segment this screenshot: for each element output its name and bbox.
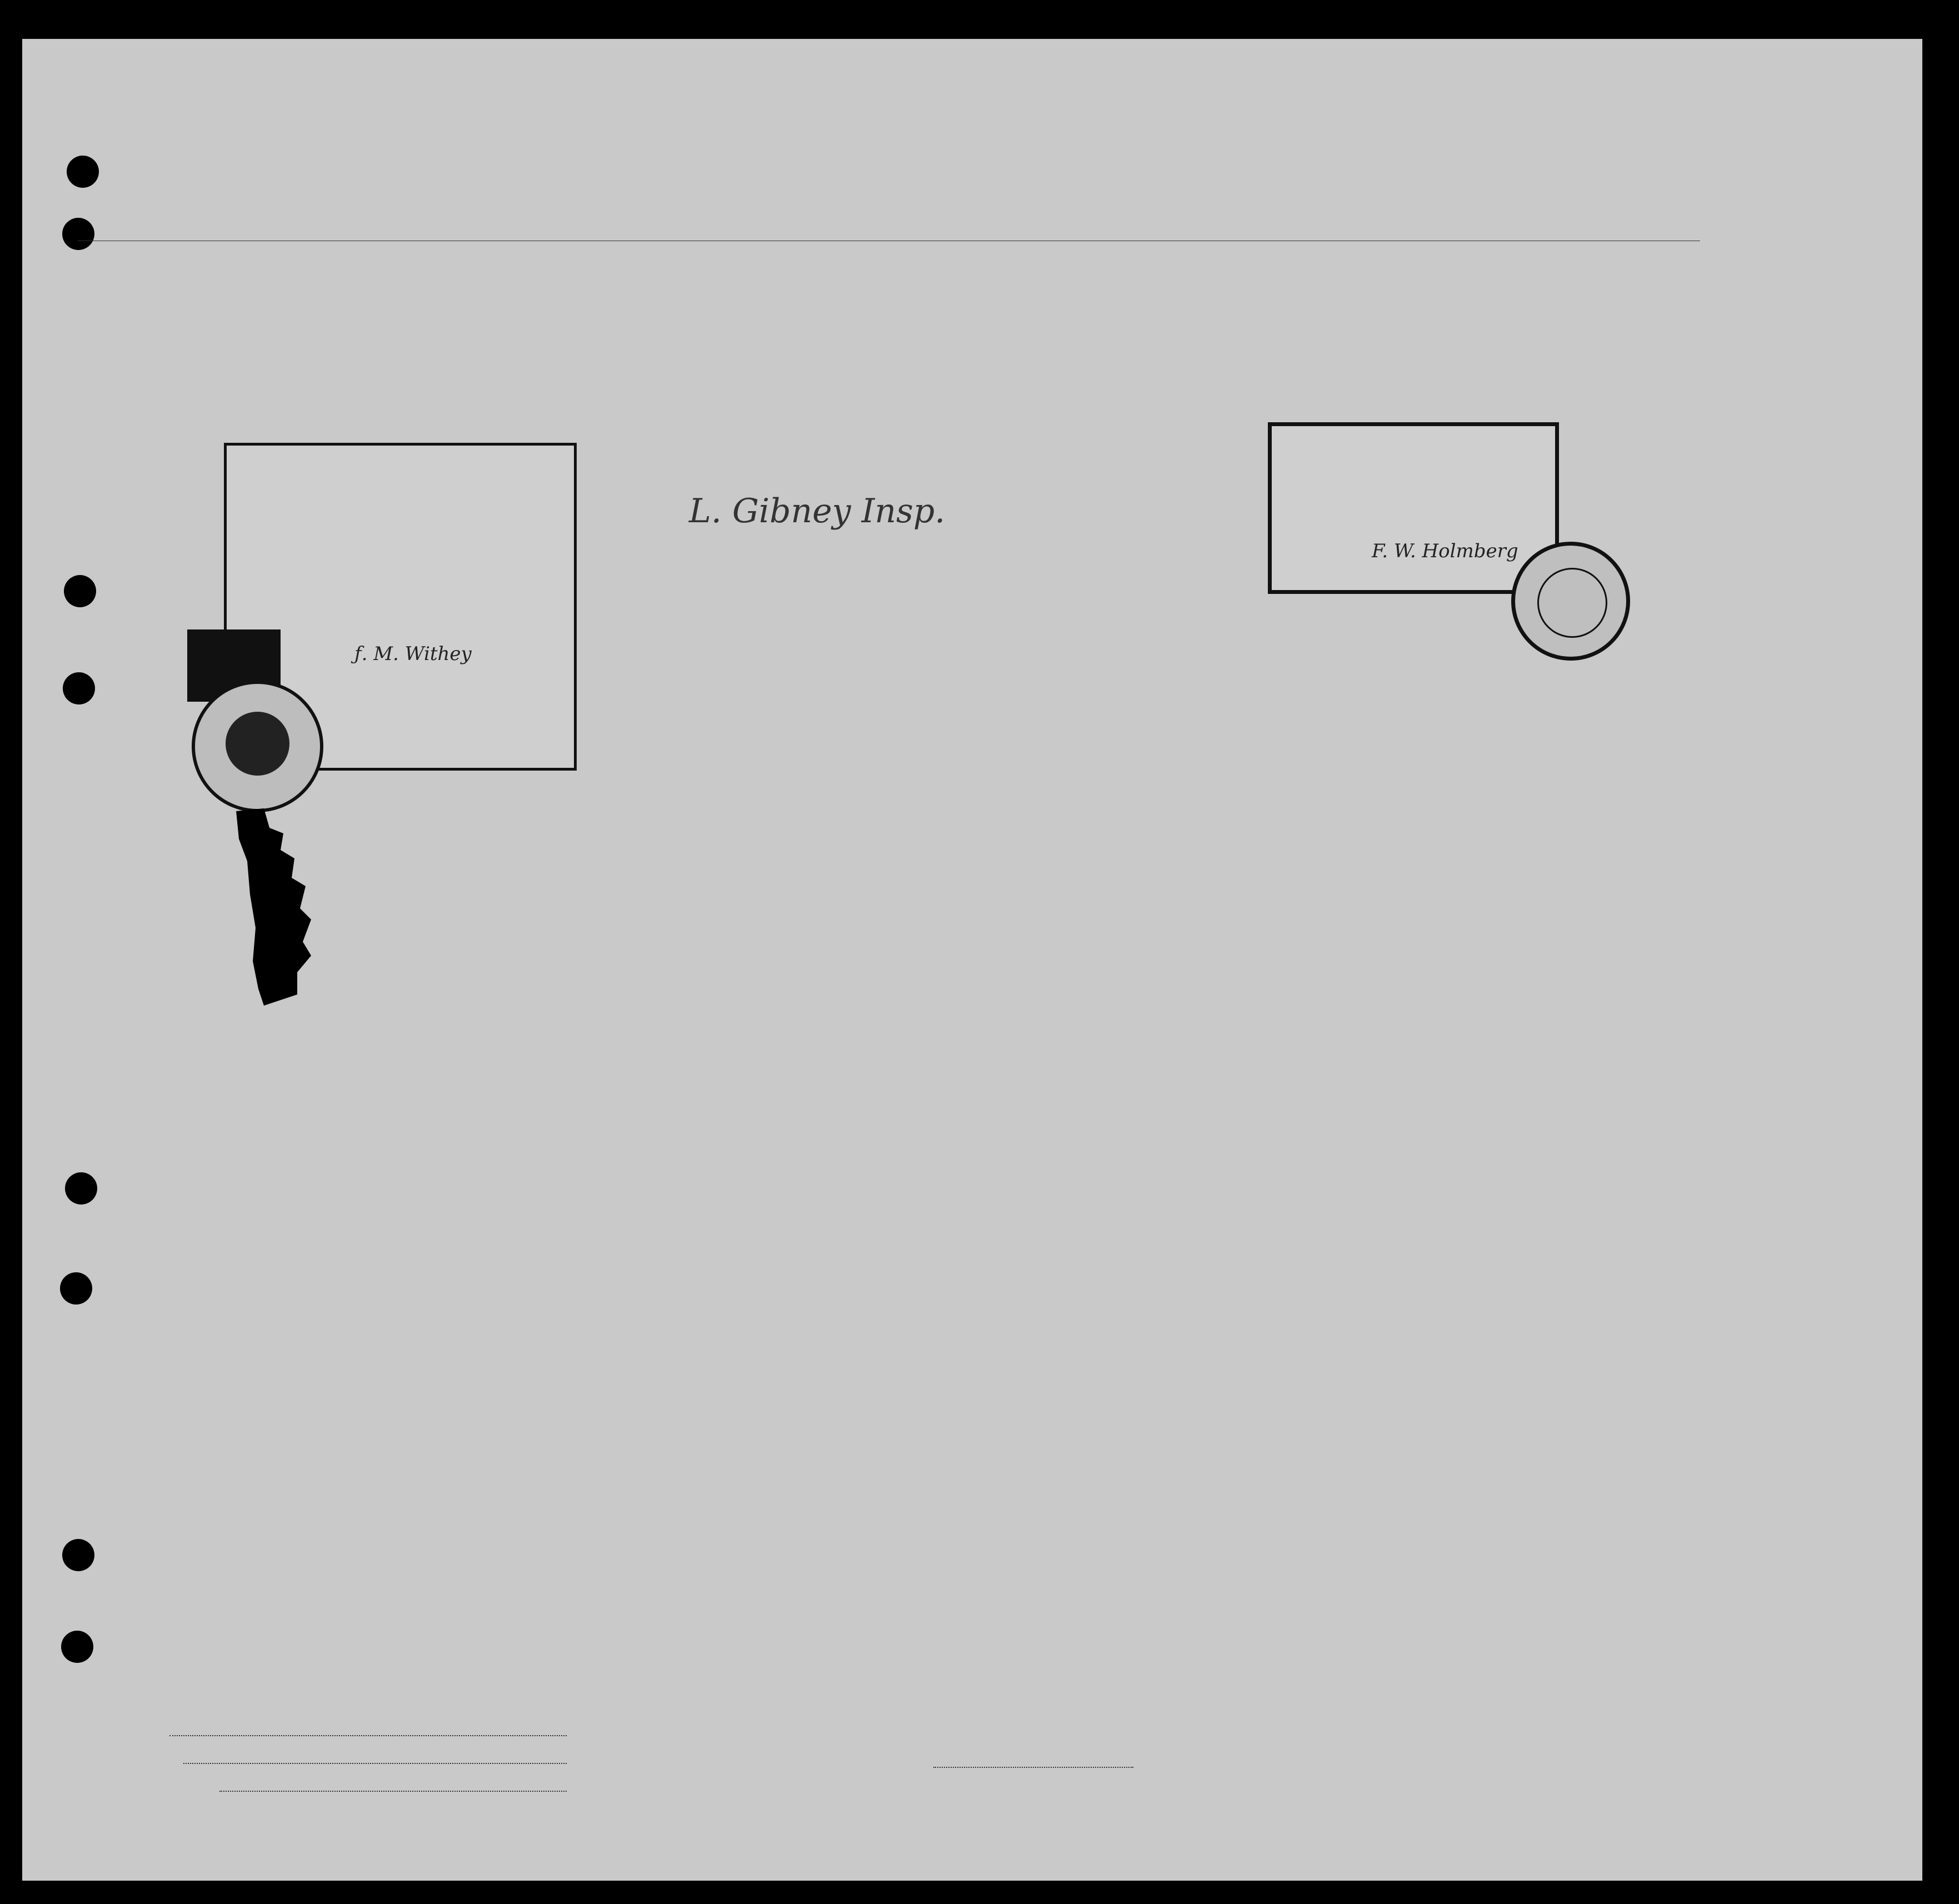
consulate-seal xyxy=(192,681,323,812)
inspector-field xyxy=(933,1767,1133,1768)
handwritten-signature: L. Gibney Insp. xyxy=(689,492,946,531)
vice-consul-signature: ƒ. M. Withey xyxy=(354,643,472,665)
owners-field xyxy=(183,1763,567,1764)
port-seal xyxy=(1511,542,1630,661)
eagle-emblem-icon xyxy=(226,712,289,776)
consul-stamp-text xyxy=(249,457,560,486)
port-seal-inner xyxy=(1537,568,1607,638)
line-field xyxy=(169,1735,567,1736)
bureau-stamp xyxy=(1268,422,1559,594)
ink-blot xyxy=(231,806,314,1011)
commissioner-signature: F. W. Holmberg xyxy=(1372,540,1518,562)
local-agents-field xyxy=(219,1791,567,1792)
